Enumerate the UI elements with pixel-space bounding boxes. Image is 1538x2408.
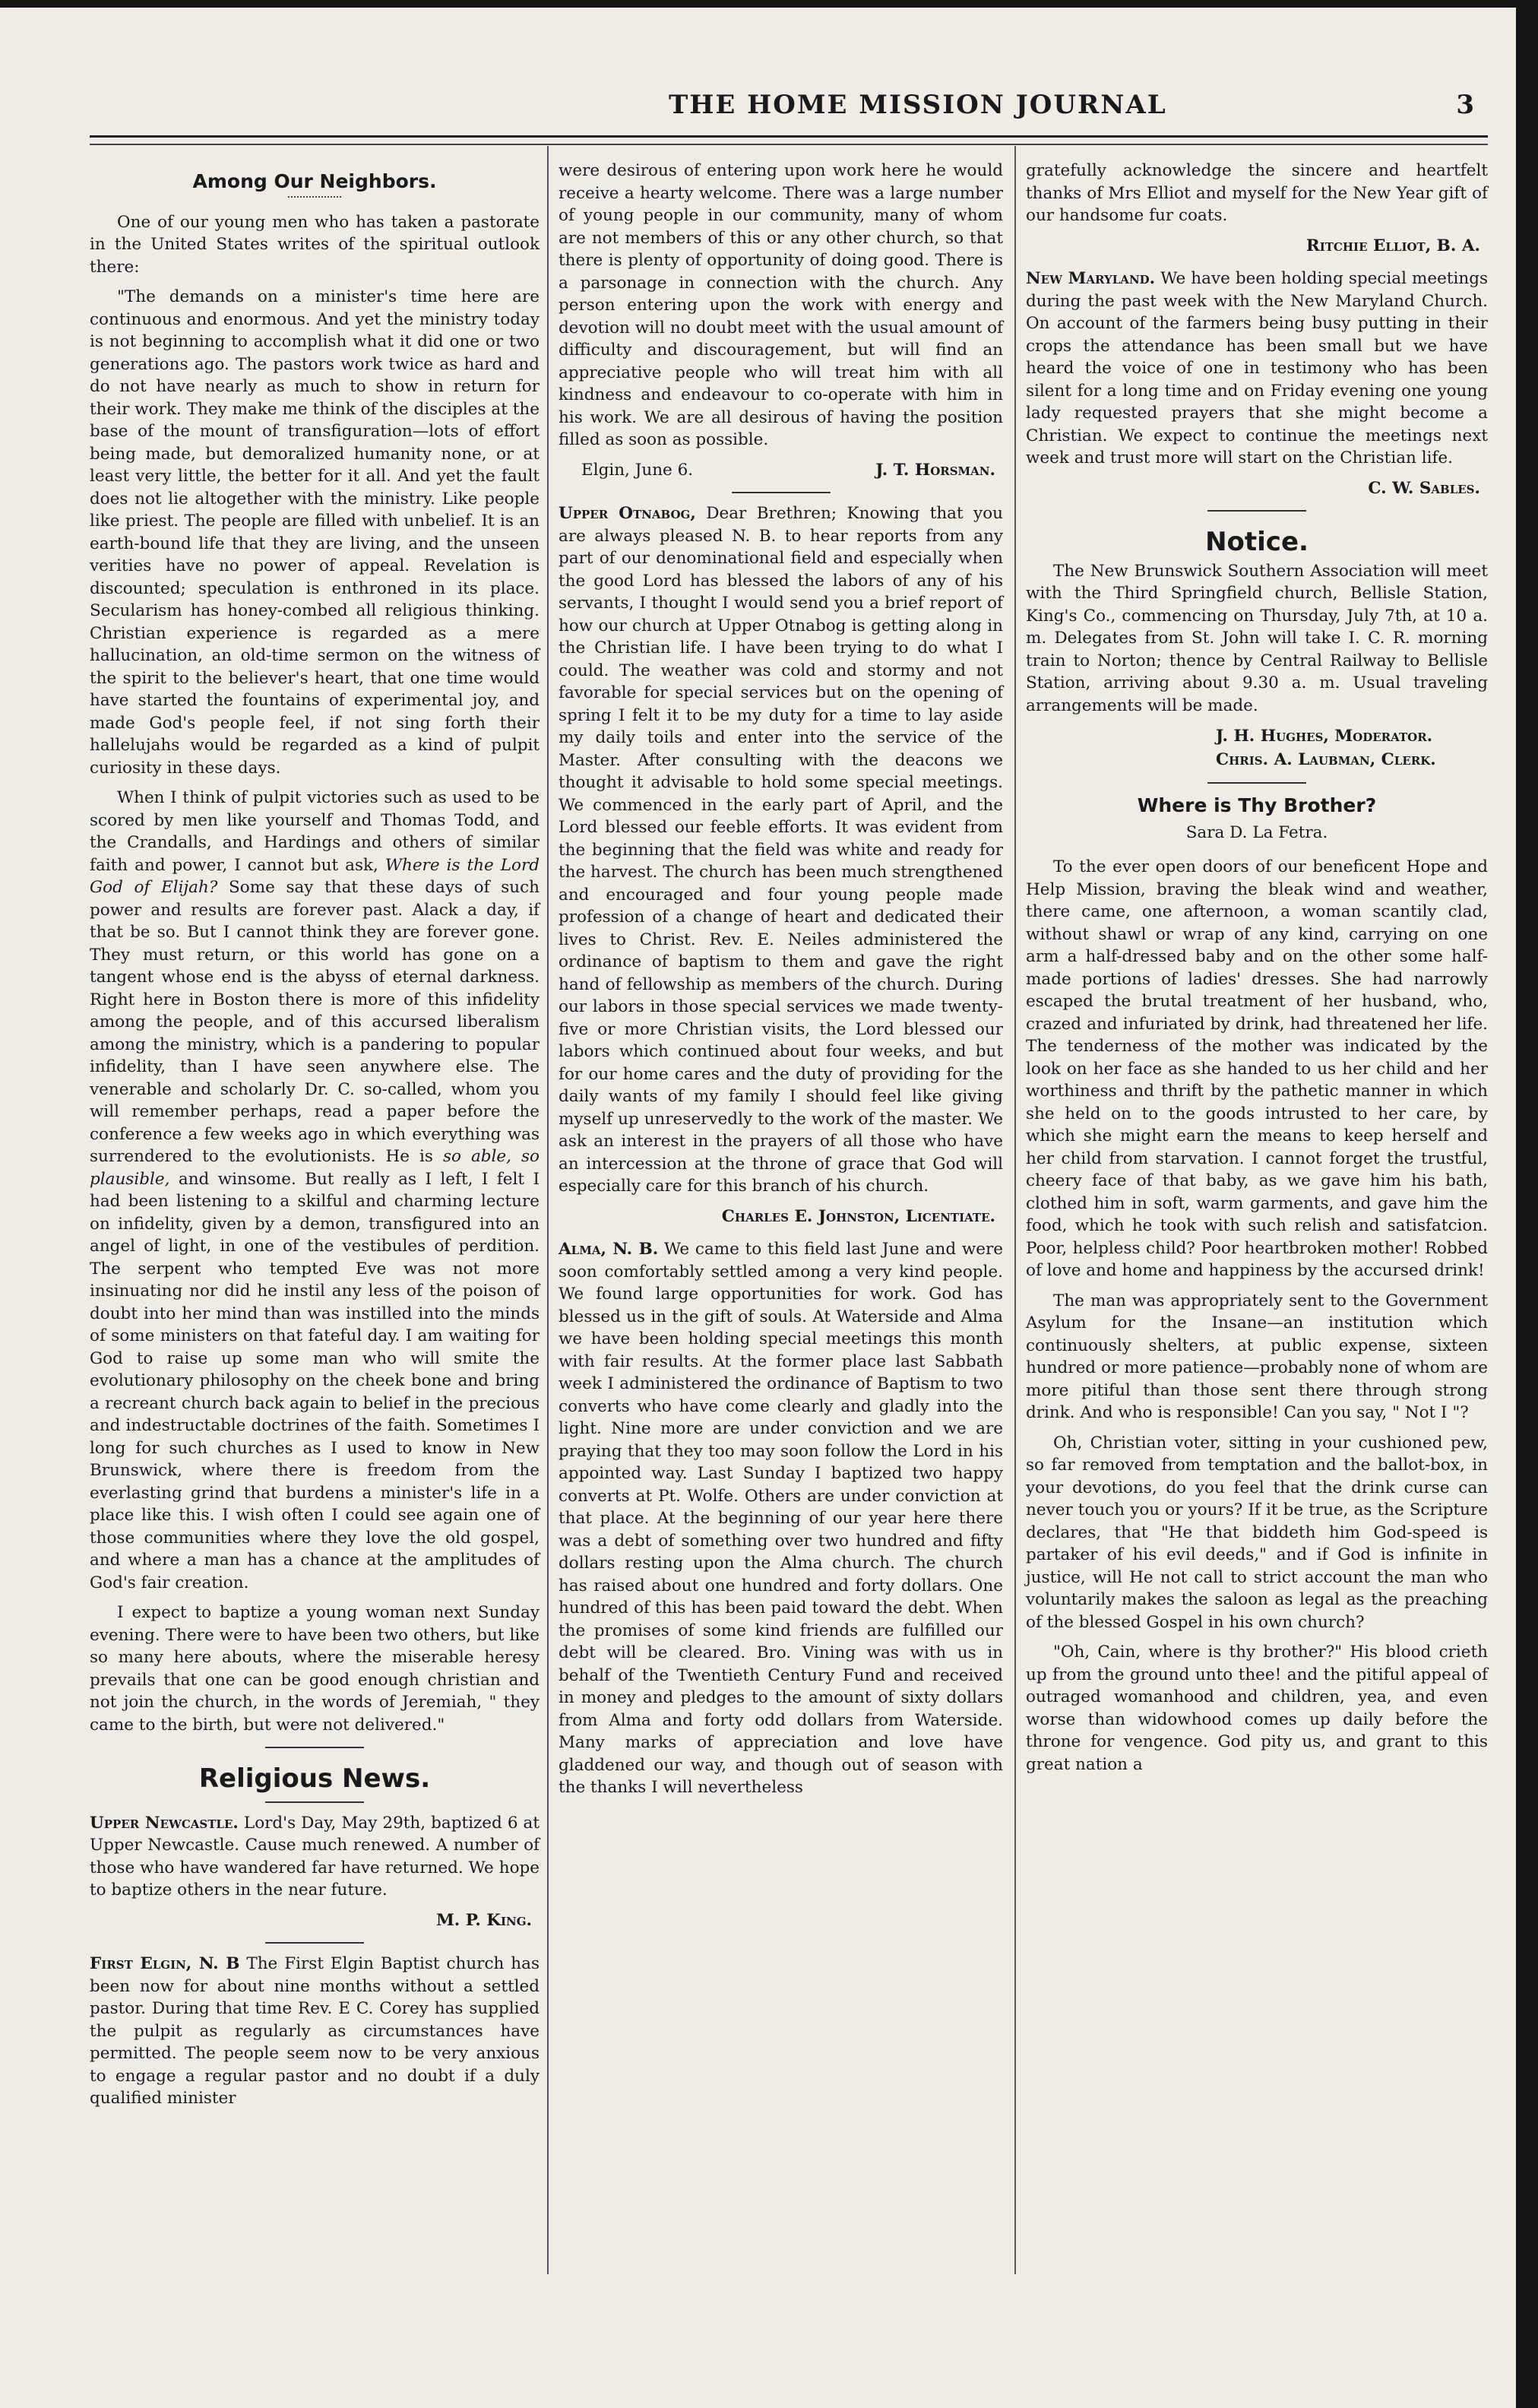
signature-hughes: J. H. Hughes, Moderator. (1216, 727, 1433, 746)
section-rule (265, 1747, 364, 1748)
signature-horsman: J. T. Horsman. (875, 460, 995, 480)
journal-title: THE HOME MISSION JOURNAL (669, 90, 1167, 120)
section-rule (265, 1801, 364, 1803)
religious-news-heading: Religious News. (198, 1763, 431, 1794)
neighbors-heading: Among Our Neighbors. (192, 170, 437, 192)
report-new-maryland: New Maryland. We have been holding special meetings during the past week with the New Maryland Church. On account of the farmers being busy putting in their crops the attendance has been small but we have heard the voice of one in testimony who has been silent for a long time and on Friday evening one young lady requested prayers that she might become a Christian. We expect to continue the meetings next week and trust more will start on the Christian life. (1026, 269, 1488, 467)
signature-elliot: Ritchie Elliot, B. A. (1305, 236, 1480, 255)
section-rule (1207, 510, 1306, 512)
scan-border-top (0, 0, 1538, 8)
section-rule (1207, 782, 1306, 784)
heading-ornament (288, 196, 341, 198)
column-rule-1 (547, 146, 549, 2274)
column-2 (559, 160, 1003, 1807)
neighbors-letter-p1: "The demands on a minister's time here are continuous and enormous. And yet the ministry today is not beginning to accomplish what it did one or two generations ago. The pastors work twice as hard and do not have nearly as much to show in return for their work. They make me think of the disciples at the base of the mount of transfiguration—lots of effort being made, but demoralized humanity none, or at least very little, the better for it all. And yet the fault does not lie altogether with the ministry. Like people like priest. The people are filled with unbelief. It is an earth-bound life that they are living, and the unseen verities have no power of appeal. Revelation is discounted; speculation is enthroned in its place. Secularism has honey-combed all religious thinking. Christian experience is regarded as a mere hallucination, an old-time sermon on the witness of the spirit to the believer's heart, that one time would have started the fountains of experimental joy, and made God's people feel, if not sing forth their hallelujahs would be regarded as a kind of pulpit curiosity in these days. (90, 287, 540, 778)
elgin-dateline (581, 459, 995, 482)
header-rule (90, 135, 1488, 145)
page-number: 3 (1456, 90, 1474, 120)
brother-p4: "Oh, Cain, where is thy brother?" His blood crieth up from the ground unto thee! and the pitiful appeal of outraged womanhood and children, yea, and even worse than widowhood comes up daily before the throne for vengence. God pity us, and grant to this great nation a (1026, 1643, 1488, 1774)
column-3 (1026, 160, 1488, 1783)
report-first-elgin-cont: were desirous of entering upon work here he would receive a hearty welcome. There was a large number of young people in our community, many of whom are not members of this or any other church, so that there is plenty of opportunity of doing good. There is a parsonage in connection with the church. Any person entering upon the work with energy and devotion will no doubt meet with the usual amount of difficulty and discouragement, but will find an appreciative people who will treat him with all kindness and endeavour to co-operate with him in his work. We are all desirous of having the position filled as soon as possible. (559, 161, 1003, 449)
page-header (91, 90, 1482, 135)
section-rule (732, 492, 831, 493)
report-alma-cont: gratefully acknowledge the sincere and heartfelt thanks of Mrs Elliot and myself for the New Year gift of our handsome fur coats. (1026, 161, 1488, 225)
signature-sables: C. W. Sables. (1368, 478, 1480, 498)
neighbors-letter-p3: I expect to baptize a young woman next Sunday evening. There were to have been two others, but like so many here abouts, where the miserable heresy prevails that one can be good enough christian and not join the church, in the words of Jeremiah, " they came to the birth, but were not delivered." (90, 1603, 540, 1735)
signature-king: M. P. King. (435, 1910, 532, 1930)
brother-heading: Where is Thy Brother? (1137, 794, 1377, 816)
notice-heading: Notice. (1205, 527, 1309, 557)
brother-author: Sara D. La Fetra. (1185, 822, 1328, 842)
notice-text: The New Brunswick Southern Association will meet with the Third Springfield church, Bellisle Station, King's Co., commencing on Thursday, July 7th, at 10 a. m. Delegates from St. John will take I. C. R. morning train to Norton; thence by Central Railway to Bellisle Station, arriving about 9.30 a. m. Usual traveling arrangements will be made. (1026, 561, 1488, 715)
report-first-elgin: First Elgin, N. B The First Elgin Baptist church has been now for about nine months without a settled pastor. During that time Rev. E C. Corey has supplied the pulpit as regularly as circumstances have permitted. The people seem now to be very anxious to engage a regular pastor and no doubt if a duly qualified minister (90, 1954, 540, 2108)
report-upper-newcastle: Upper Newcastle. Lord's Day, May 29th, baptized 6 at Upper Newcastle. Cause much renewed. A number of those who have wandered far have returned. We hope to baptize others in the near future. (90, 1813, 540, 1899)
section-rule (265, 1942, 364, 1944)
brother-p3: Oh, Christian voter, sitting in your cushioned pew, so far removed from temptation and the ballot-box, in your devotions, do you feel that the drink curse can never touch you or yours? If it be true, as the Scripture declares, that "He that biddeth him God-speed is partaker of his evil deeds," and if God is infinite in justice, will He not call to strict account the man who voluntarily makes the saloon as legal as the preaching of the blessed Gospel in his own church? (1026, 1433, 1488, 1632)
signature-johnston: Charles E. Johnston, Licentiate. (721, 1206, 995, 1226)
elgin-date: Elgin, June 6. (581, 460, 694, 480)
scan-border-right (1516, 0, 1538, 2408)
brother-p1: To the ever open doors of our beneficent Hope and Help Mission, braving the bleak wind and weather, there came, one afternoon, a woman scantily clad, without shawl or wrap of any kind, carrying on one arm a half-dressed baby and on the other some half-made portions of ladies' dresses. She had narrowly escaped the brutal treatment of her husband, who, crazed and infuriated by drink, had threatened her life. The tenderness of the mother was indicated by the look on her face as she handed to us her child and her worthiness and thrift by the pathetic manner in which she held on to the goods intrusted to her care, by which she might earn the means to keep herself and her child from starvation. I cannot forget the trustful, cheery face of that baby, as we gave him his bath, clothed him in soft, warm garments, and gave him the food, which he took with such relish and satisfatcion. Poor, helpless child? Poor heartbroken mother! Robbed of love and home and happiness by the accursed drink! (1026, 857, 1488, 1280)
brother-p2: The man was appropriately sent to the Government Asylum for the Insane—an institution which continuously shelters, at public expense, sixteen hundred or more patience—probably none of whom are more pitiful than those sent there through strong drink. And who is responsible! Can you say, " Not I "? (1026, 1291, 1488, 1422)
signature-laubman: Chris. A. Laubman, Clerk. (1216, 750, 1436, 769)
column-rule-2 (1014, 146, 1016, 2274)
report-upper-otnabog: Upper Otnabog, Dear Brethren; Knowing that you are always pleased N. B. to hear reports from any part of our denominational field and especially when the good Lord has blessed the labors of any of his servants, I thought I would send you a brief report of how our church at Upper Otnabog is getting along in the Christian life. I have been trying to do what I could. The weather was cold and stormy and not favorable for special services but on the opening of spring I felt it to be my duty for a time to lay aside my daily toils and enter into the service of the Master. After consulting with the deacons we thought it advisable to hold some special meetings. We commenced in the early part of April, and the Lord blessed our feeble efforts. It was evident from the beginning that the field was white and ready for the harvest. The church has been much strengthened and encouraged and four young people made profession of a change of heart and dedicated their lives to Christ. Rev. E. Neiles administered the ordinance of baptism to them and gave the right hand of fellowship as members of the church. During our labors in those special services we made twenty-five or more Christian visits, the Lord blessed our labors which continued about four weeks, and but for our home cares and the duty of providing for the daily wants of my family I should feel like giving myself up unreservedly to the work of the master. We ask an interest in the prayers of all those who have an intercession at the throne of grace that God will especially care for this branch of his church. (559, 504, 1003, 1196)
report-alma: Alma, N. B. We came to this field last June and were soon comfortably settled among a very kind people. We found large opportunities for work. God has blessed us in the gift of souls. At Waterside and Alma we have been holding special meetings this month with fair results. At the former place last Sabbath week I administered the ordinance of Baptism to two converts who have come clearly and gladly into the light. Nine more are under conviction and we are praying that they too may soon follow the Lord in his appointed way. Last Sunday I baptized two happy converts at Pt. Wolfe. Others are under conviction at that place. At the beginning of our year here there was a debt of something over two hundred and fifty dollars resting upon the Alma church. The church has raised about one hundred and forty dollars. One hundred of this has been paid toward the debt. When the promises of some kind friends are fulfilled our debt will be cleared. Bro. Vining was with us in behalf of the Twentieth Century Fund and received in money and pledges to the amount of sixty dollars from Alma and forty odd dollars from Waterside. Many marks of appreciation and love have gladdened our way, and though out of season with the thanks I will nevertheless (559, 1240, 1003, 1797)
neighbors-intro: One of our young men who has taken a pastorate in the United States writes of the spiritual outlook there: (90, 212, 540, 277)
neighbors-letter-p2: When I think of pulpit victories such as used to be scored by men like yourself and Thomas Todd, and the Crandalls, and Hardings and others of similar faith and power, I cannot but ask, Where is the Lord God of Elijah? Some say that these days of such power and results are forever past. Alack a day, if that be so. But I cannot think they are forever gone. They must return, or this world has gone on a tangent whose end is the abyss of eternal darkness. Right here in Boston there is more of this infidelity among the people, and of this accursed liberalism among the ministry, which is a pandering to popular infidelity, than I have seen anywhere else. The venerable and scholarly Dr. C. so-called, whom you will remember perhaps, read a paper before the conference a few weeks ago in which everything was surrendered to the evolutionists. He is so able, so plausible, and winsome. But really as I left, I felt I had been listening to a skilful and charming lecture on infidelity, given by a demon, transfigured into an angel of light, in one of the vestibules of perdition. The serpent who tempted Eve was not more insinuating nor did he instil any less of the poison of doubt into her mind than was instilled into the minds of some ministers on that fateful day. I am waiting for God to raise up some man who will smite the evolutionary philosophy on the cheek bone and bring a recreant church back again to belief in the precious and indestructable doctrines of the faith. Sometimes I long for such churches as I used to know in New Brunswick, where there is freedom from the everlasting grind that burdens a minister's life in a place like this. I wish often I could see again one of those communities where they love the old gospel, and where a man has a chance at the amplitudes of God's fair creation. (90, 788, 540, 1592)
column-1 (90, 160, 540, 2118)
